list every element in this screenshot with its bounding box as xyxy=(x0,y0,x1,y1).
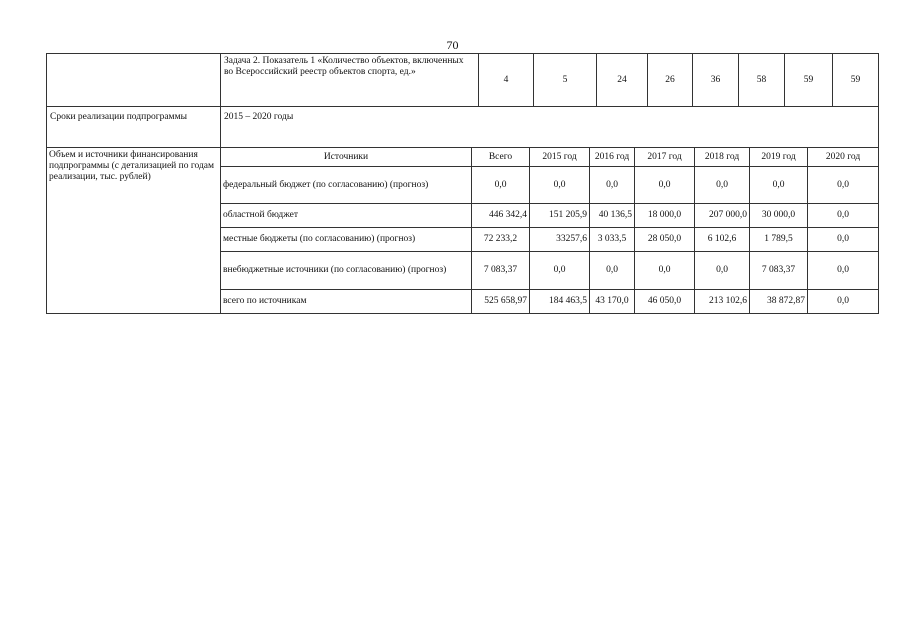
terms-table xyxy=(46,106,879,148)
funding-header-year: 2019 год xyxy=(750,148,808,167)
page-number: 70 xyxy=(446,38,459,52)
funding-value: 0,0 xyxy=(808,228,879,252)
funding-value: 1 789,5 xyxy=(750,228,808,252)
terms-row xyxy=(47,107,879,148)
indicator-value: 59 xyxy=(833,54,879,107)
funding-label: Объем и источники финансирования подпрограммы (с детализацией по годам реализации, тыс. рублей) xyxy=(47,148,221,314)
funding-value: 184 463,5 xyxy=(530,290,590,314)
indicator-empty-cell xyxy=(47,54,221,107)
funding-value: 0,0 xyxy=(635,167,695,204)
indicator-value: 36 xyxy=(693,54,739,107)
funding-header-year: 2020 год xyxy=(808,148,879,167)
funding-value: 0,0 xyxy=(808,204,879,228)
funding-header-year: 2017 год xyxy=(635,148,695,167)
funding-value: 525 658,97 xyxy=(472,290,530,314)
funding-value: 0,0 xyxy=(590,167,635,204)
funding-value: 7 083,37 xyxy=(472,252,530,290)
funding-value: 0,0 xyxy=(530,167,590,204)
funding-value: 0,0 xyxy=(472,167,530,204)
indicator-table xyxy=(46,53,879,107)
funding-header-year: 2016 год xyxy=(590,148,635,167)
funding-value: 28 050,0 xyxy=(635,228,695,252)
funding-table xyxy=(46,147,879,314)
passport-table xyxy=(46,53,878,314)
funding-value: 0,0 xyxy=(750,167,808,204)
funding-header-year: 2015 год xyxy=(530,148,590,167)
funding-value: 0,0 xyxy=(695,167,750,204)
funding-value: 0,0 xyxy=(530,252,590,290)
indicator-row xyxy=(47,54,879,107)
funding-header-year: 2018 год xyxy=(695,148,750,167)
funding-value: 33257,6 xyxy=(530,228,590,252)
funding-value: 18 000,0 xyxy=(635,204,695,228)
funding-value: 0,0 xyxy=(808,290,879,314)
funding-value: 7 083,37 xyxy=(750,252,808,290)
funding-value: 207 000,0 xyxy=(695,204,750,228)
indicator-value: 4 xyxy=(479,54,534,107)
funding-source: всего по источникам xyxy=(221,290,472,314)
funding-source: областной бюджет xyxy=(221,204,472,228)
funding-header-total: Всего xyxy=(472,148,530,167)
terms-label: Сроки реализации подпрограммы xyxy=(47,107,221,148)
funding-header-row xyxy=(47,148,879,167)
funding-value: 0,0 xyxy=(635,252,695,290)
indicator-value: 59 xyxy=(785,54,833,107)
funding-value: 0,0 xyxy=(808,167,879,204)
funding-value: 0,0 xyxy=(590,252,635,290)
funding-source: федеральный бюджет (по согласованию) (прогноз) xyxy=(221,167,472,204)
funding-value: 46 050,0 xyxy=(635,290,695,314)
indicator-value: 5 xyxy=(534,54,597,107)
funding-value: 151 205,9 xyxy=(530,204,590,228)
indicator-value: 24 xyxy=(597,54,648,107)
funding-value: 40 136,5 xyxy=(590,204,635,228)
funding-value: 6 102,6 xyxy=(695,228,750,252)
funding-value: 0,0 xyxy=(808,252,879,290)
funding-value: 43 170,0 xyxy=(590,290,635,314)
funding-value: 72 233,2 xyxy=(472,228,530,252)
funding-value: 30 000,0 xyxy=(750,204,808,228)
funding-value: 0,0 xyxy=(695,252,750,290)
funding-value: 38 872,87 xyxy=(750,290,808,314)
indicator-value: 58 xyxy=(739,54,785,107)
terms-value: 2015 – 2020 годы xyxy=(221,107,879,148)
funding-source: внебюджетные источники (по согласованию) (прогноз) xyxy=(221,252,472,290)
funding-header-sources: Источники xyxy=(221,148,472,167)
funding-value: 213 102,6 xyxy=(695,290,750,314)
funding-source: местные бюджеты (по согласованию) (прогноз) xyxy=(221,228,472,252)
indicator-value: 26 xyxy=(648,54,693,107)
funding-value: 3 033,5 xyxy=(590,228,635,252)
funding-value: 446 342,4 xyxy=(472,204,530,228)
indicator-label: Задача 2. Показатель 1 «Количество объектов, включенных во Всероссийский реестр объектов спорта, ед.» xyxy=(221,54,479,107)
